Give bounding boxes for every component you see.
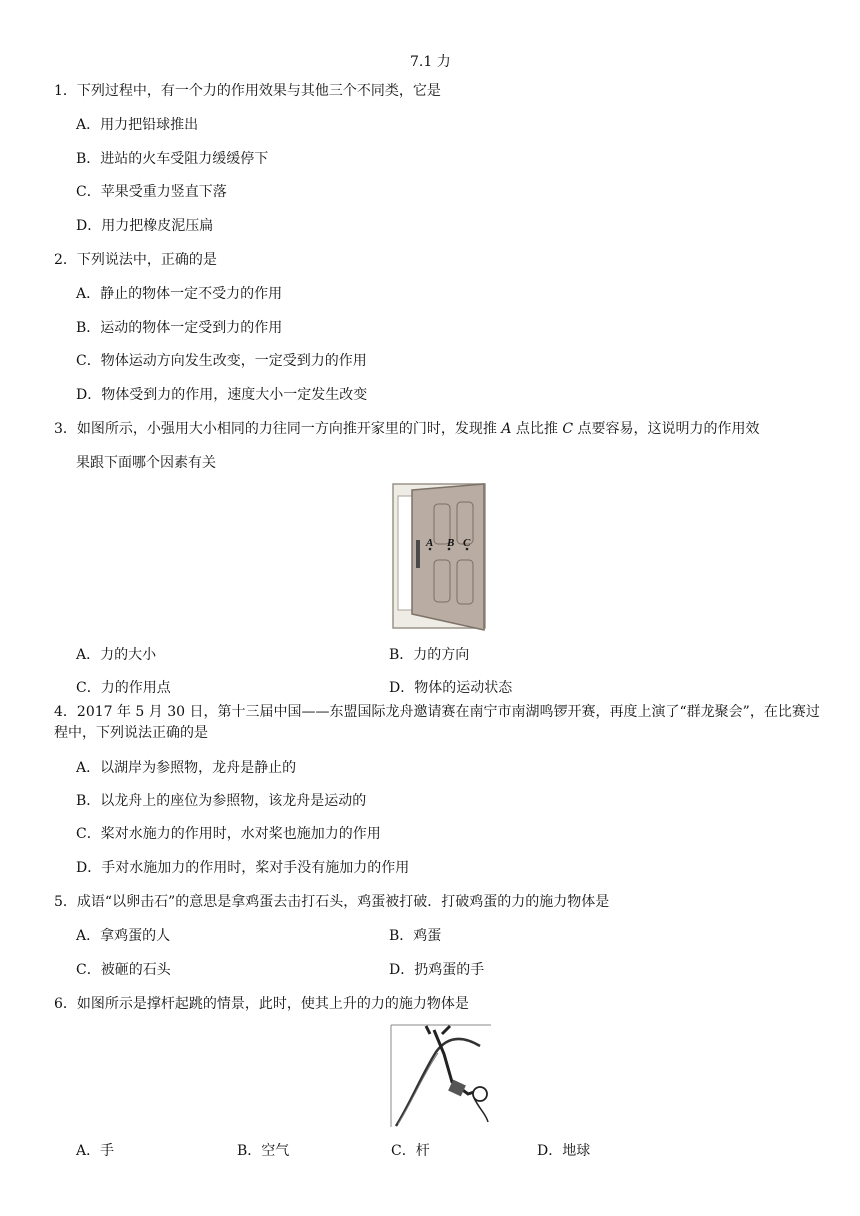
question-4-option-c: C．桨对水施力的作用时，水对桨也施加力的作用 bbox=[76, 826, 381, 842]
pole-vault-figure bbox=[390, 1024, 492, 1128]
question-5-option-c: C．被砸的石头 bbox=[76, 962, 171, 978]
door-label-a: A bbox=[426, 537, 434, 549]
question-3-stem-part3: 点要容易，这说明力的作用效 bbox=[573, 421, 760, 437]
question-1-option-c: C．苹果受重力竖直下落 bbox=[76, 184, 227, 200]
question-3-option-a: A．力的大小 bbox=[76, 647, 157, 663]
question-3-stem-line2: 果跟下面哪个因素有关 bbox=[76, 455, 216, 471]
door-label-c: C bbox=[463, 537, 471, 549]
question-2-stem: 2．下列说法中，正确的是 bbox=[54, 252, 217, 268]
question-1-option-a: A．用力把铅球推出 bbox=[76, 117, 199, 133]
question-1-option-d: D．用力把橡皮泥压扁 bbox=[76, 218, 214, 234]
question-2-option-b: B．运动的物体一定受到力的作用 bbox=[76, 320, 283, 336]
question-6-option-c: C．杆 bbox=[391, 1143, 430, 1159]
question-2-option-a: A．静止的物体一定不受力的作用 bbox=[76, 286, 283, 302]
door-figure bbox=[392, 482, 490, 632]
question-2-option-d: D．物体受到力的作用，速度大小一定发生改变 bbox=[76, 387, 368, 403]
question-3-option-c: C．力的作用点 bbox=[76, 680, 171, 696]
question-3-option-d: D．物体的运动状态 bbox=[389, 680, 513, 696]
question-5-option-a: A．拿鸡蛋的人 bbox=[76, 928, 171, 944]
question-3-stem-part1: 3．如图所示，小强用大小相同的力往同一方向推开家里的门时，发现推 bbox=[54, 421, 502, 437]
question-6-option-b: B．空气 bbox=[237, 1143, 290, 1159]
question-5-option-b: B．鸡蛋 bbox=[389, 928, 442, 944]
question-6-stem: 6．如图所示是撑杆起跳的情景，此时，使其上升的力的施力物体是 bbox=[54, 996, 469, 1012]
question-4-option-d: D．手对水施加力的作用时，桨对手没有施加力的作用 bbox=[76, 860, 410, 876]
question-6-option-d: D．地球 bbox=[537, 1143, 591, 1159]
question-4-option-b: B．以龙舟上的座位为参照物，该龙舟是运动的 bbox=[76, 793, 367, 809]
question-5-stem: 5．成语“以卵击石”的意思是拿鸡蛋去击打石头，鸡蛋被打破．打破鸡蛋的力的施力物体是 bbox=[54, 894, 610, 910]
page-title: 7.1 力 bbox=[410, 54, 451, 70]
point-a-label: A bbox=[501, 421, 512, 437]
door-label-b: B bbox=[447, 537, 455, 549]
question-2-option-c: C．物体运动方向发生改变，一定受到力的作用 bbox=[76, 353, 367, 369]
question-6-option-a: A．手 bbox=[76, 1143, 115, 1159]
question-4-option-a: A．以湖岸为参照物，龙舟是静止的 bbox=[76, 760, 297, 776]
question-3-stem bbox=[54, 419, 760, 439]
question-1-option-b: B．进站的火车受阻力缓缓停下 bbox=[76, 151, 269, 167]
question-5-option-d: D．扔鸡蛋的手 bbox=[389, 962, 485, 978]
question-3-option-b: B．力的方向 bbox=[389, 647, 470, 663]
question-1-stem: 1．下列过程中，有一个力的作用效果与其他三个不同类，它是 bbox=[54, 83, 441, 99]
question-4-stem: 4．2017 年 5 月 30 日，第十三届中国——东盟国际龙舟邀请赛在南宁市南湖鸣锣开赛，再度上演了“群龙聚会”，在比赛过程中，下列说法正确的是 bbox=[54, 704, 820, 741]
point-c-label: C bbox=[562, 421, 574, 437]
question-3-stem-part2: 点比推 bbox=[511, 421, 563, 437]
